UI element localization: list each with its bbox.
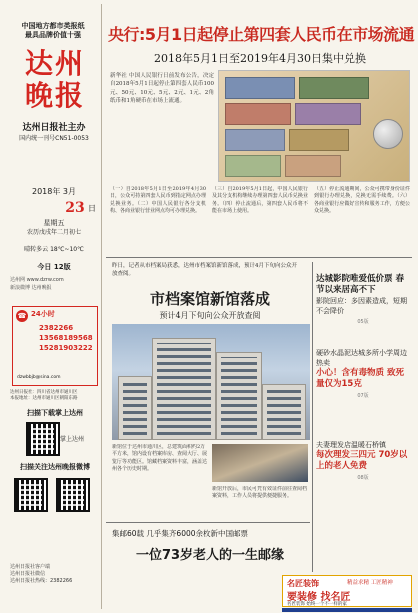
hotline-box bbox=[12, 306, 98, 386]
hotline-numbers bbox=[39, 323, 93, 353]
address-line: 达州日报社：四川省达州市通川区 bbox=[10, 390, 78, 395]
building-tower bbox=[216, 352, 262, 440]
masthead-column bbox=[4, 4, 102, 609]
banknote bbox=[285, 155, 341, 177]
sidebar-story-text: 影院回应：多因素造成，短期不会降价 bbox=[316, 297, 407, 315]
building-tower bbox=[262, 384, 306, 440]
banknote bbox=[225, 77, 295, 99]
archives-body-1: 新馆位于达州市通川区，总建筑面积约2万平方米，馆内设有档案库房、查阅大厅、展览厅等功能区。馆藏档案资料丰富，涵盖达州各个历史时期。 bbox=[112, 444, 208, 473]
ad-slogan: 精益求精 工匠精神 bbox=[347, 580, 393, 586]
archives-interior-photo bbox=[212, 444, 308, 482]
weather: 晴转多云 18℃~10℃ bbox=[24, 246, 84, 253]
page-reference: 08版 bbox=[357, 475, 369, 481]
decoration-ad[interactable] bbox=[282, 575, 412, 607]
section-divider bbox=[106, 522, 310, 523]
archives-intro: 昨日，记者从市档案局获悉，达州市档案馆新馆落成，预计4月下旬向公众开放查阅。 bbox=[112, 263, 298, 277]
hotline-number[interactable]: 2382266 bbox=[39, 324, 74, 332]
lead-col-3: （五）停止流通期间，公众可携带身份证件到银行办理兑换，兑换无需手续费。（六）各商业银行应做好宣传和服务工作，方便公众兑换。 bbox=[314, 186, 410, 215]
banknote bbox=[225, 103, 291, 125]
footer-line: 达州日报社热线：2382266 bbox=[10, 578, 73, 584]
sidebar-story-barber[interactable] bbox=[316, 440, 410, 481]
banknote bbox=[225, 129, 285, 151]
tagline bbox=[8, 22, 98, 40]
footer-info bbox=[10, 564, 100, 585]
qr-app-name: 掌上达州 bbox=[60, 436, 85, 443]
hotline-number[interactable]: 15281903222 bbox=[39, 344, 93, 352]
page-reference: 07版 bbox=[357, 393, 369, 399]
building-tower bbox=[152, 338, 216, 440]
paper-logo: 达州晚报 bbox=[24, 47, 85, 112]
hotline-email[interactable]: dzwbbjb@sina.com bbox=[17, 375, 61, 380]
qr-download-label: 扫描下载掌上达州 bbox=[27, 409, 83, 417]
ad-headline: 要装修 找名匠 bbox=[287, 592, 351, 603]
sidebar-story-title: 达城影院唯爱低价票 春节以来居高不下 bbox=[316, 274, 404, 295]
building-tower bbox=[118, 376, 152, 440]
archives-subtitle: 预计4月下旬向公众开放查阅 bbox=[159, 311, 261, 320]
section-divider bbox=[106, 257, 412, 258]
qr-code-icon[interactable] bbox=[56, 478, 90, 512]
ad-subline: 名匠装饰 始终一个不一样的家 bbox=[287, 602, 347, 607]
publisher: 达州日报社主办 bbox=[22, 123, 86, 133]
ad-logo: 名匠装饰 bbox=[287, 579, 319, 588]
issue-day: 23 bbox=[65, 200, 85, 216]
tagline-line-1: 中国地方都市类报纸 bbox=[21, 22, 85, 30]
lead-col-2: （三）自2019年5月1日起，中国人民银行及其分支机构继续办理第四套人民币兑换业务。（四）停止流通后，第四套人民币将不能在市场上使用。 bbox=[212, 186, 308, 215]
banknote bbox=[289, 129, 349, 151]
banknote-photo bbox=[218, 70, 410, 182]
address-line: 本报地址：达州市通川区朝阳东路 bbox=[10, 396, 78, 401]
site-weibo[interactable]: 新浪微博 达州晚报 bbox=[10, 285, 52, 291]
footer-line: 达州日报社微信 bbox=[10, 571, 46, 577]
lead-col-1: （一）自2018年5月1日至2019年4月30日，公众可持第四套人民币到指定网点办理兑换业务。（二）中国人民银行各分支机构、各商业银行营业网点均可办理兑换。 bbox=[110, 186, 206, 215]
lead-body bbox=[110, 186, 410, 254]
footer-line: 达州日报社客户端 bbox=[10, 564, 51, 570]
sidebar-story-highlight: 小心！含有毒物质 致死量仅为15克 bbox=[316, 368, 404, 389]
qr-weibo-label: 扫描关注达州晚报微博 bbox=[20, 463, 90, 471]
phone-icon: ☎ bbox=[17, 312, 27, 320]
page-count: 今日 12版 bbox=[37, 263, 71, 271]
sidebar-divider bbox=[312, 262, 313, 572]
archives-body-2: 新馆开放后，市民可凭有效证件前往查阅档案资料，工作人员将提供便捷服务。 bbox=[212, 486, 308, 500]
banknote bbox=[299, 77, 369, 99]
coin bbox=[373, 119, 403, 149]
site-web[interactable]: 达州网 www.dzrw.com bbox=[10, 277, 64, 283]
sidebar-story-highlight: 每次理发三四元 70岁以上的老人免费 bbox=[316, 450, 408, 471]
lead-lede: 新华社 中国人民银行日前发布公告，决定自2018年5月1日起停止第四套人民币100元、50元、10元、5元、2元、1元、2角纸币和1角硬币在市场上流通。 bbox=[110, 73, 214, 105]
qr-code-icon[interactable] bbox=[14, 478, 48, 512]
lunar-date: 农历戊戌年二月初七 bbox=[26, 229, 81, 236]
banknote bbox=[225, 155, 281, 177]
qr-code-icon[interactable] bbox=[26, 422, 60, 456]
hotline-number[interactable]: 13568189568 bbox=[39, 334, 93, 342]
stamp-story-kicker: 集邮60载 几乎集齐6000余枚新中国邮票 bbox=[112, 529, 249, 538]
sidebar-story-crystal-mud[interactable] bbox=[316, 348, 410, 399]
hotline-title: 24小时 bbox=[31, 310, 55, 318]
tagline-line-2: 最具品牌价值十强 bbox=[25, 31, 81, 39]
sidebar-story-text: 夫妻理发店温暖石桥镇 bbox=[316, 441, 386, 449]
issue-year-month: 2018年 3月 bbox=[32, 187, 76, 196]
sidebar-story-cinema[interactable] bbox=[316, 274, 410, 325]
banknote bbox=[295, 103, 361, 125]
site-list bbox=[10, 276, 98, 292]
archives-title[interactable]: 市档案馆新馆落成 bbox=[149, 290, 270, 308]
issue-day-suffix: 日 bbox=[88, 204, 96, 213]
lead-subhead: 2018年5月1日至2019年4月30日集中兑换 bbox=[154, 52, 366, 65]
page-reference: 05版 bbox=[357, 319, 369, 325]
address-note bbox=[10, 390, 100, 402]
weekday: 星期五 bbox=[43, 219, 65, 227]
lead-headline[interactable]: 央行:5月1日起停止第四套人民币在市场流通 bbox=[108, 25, 415, 44]
stamp-story-title[interactable]: 一位73岁老人的一生邮缘 bbox=[135, 548, 285, 563]
cn-code: 国内统一刊号CN51-0053 bbox=[19, 135, 89, 142]
sidebar-story-text: 硬砂水晶泥达城多所小学周边热卖 bbox=[316, 349, 407, 367]
archives-building-photo bbox=[112, 324, 310, 440]
ad-contact-bar bbox=[282, 608, 412, 612]
